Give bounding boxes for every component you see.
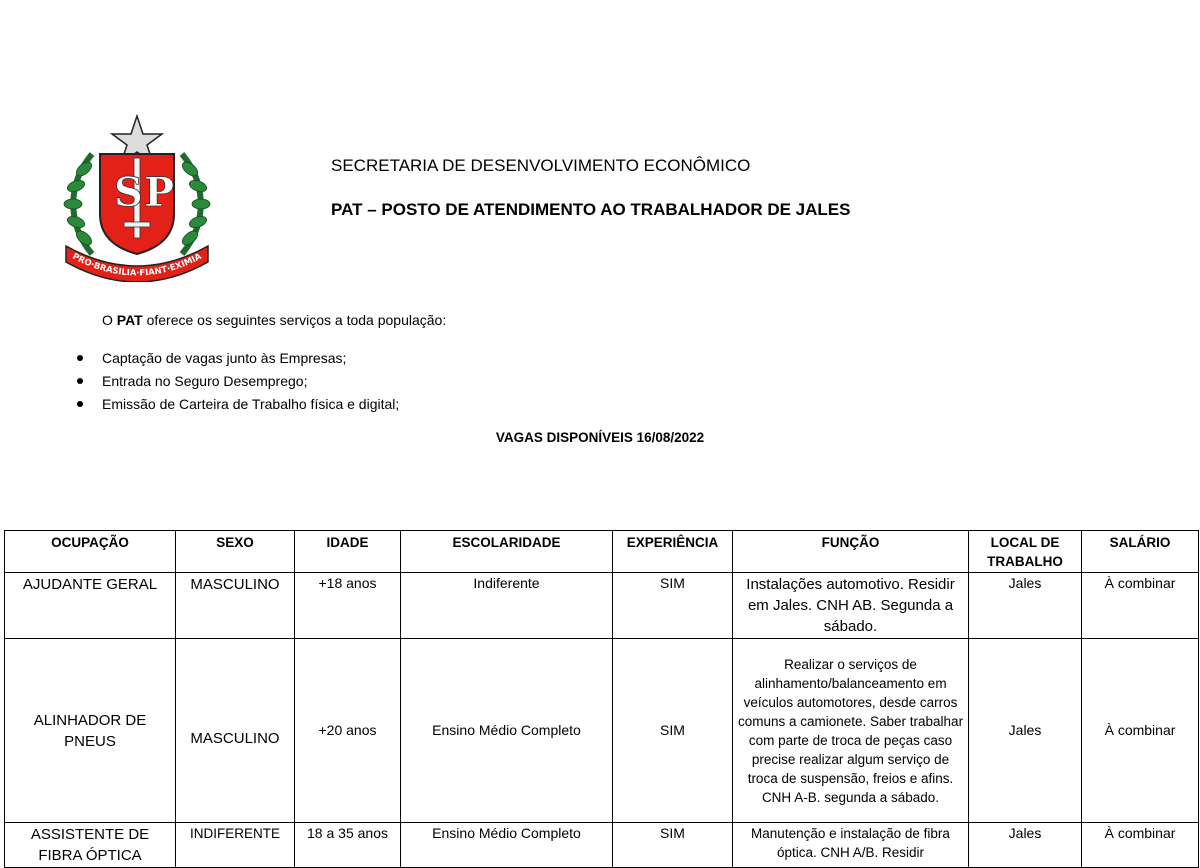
cell-salario: À combinar	[1082, 639, 1199, 823]
table-header-row	[5, 531, 1199, 573]
cell-escolaridade: Indiferente	[401, 573, 613, 639]
header-secretaria: SECRETARIA DE DESENVOLVIMENTO ECONÔMICO	[331, 156, 751, 175]
cell-salario: À combinar	[1082, 823, 1199, 868]
cell-experiencia: SIM	[613, 823, 733, 868]
cell-idade: 18 a 35 anos	[295, 823, 401, 868]
cell-local: Jales	[969, 823, 1082, 868]
table-row	[5, 639, 1199, 823]
col-header-escolaridade: ESCOLARIDADE	[401, 531, 613, 573]
services-list	[0, 348, 399, 417]
cell-ocupacao: AJUDANTE GERAL	[5, 573, 176, 639]
col-header-experiencia: EXPERIÊNCIA	[613, 531, 733, 573]
cell-idade: +20 anos	[295, 639, 401, 823]
cell-salario: À combinar	[1082, 573, 1199, 639]
table-row	[5, 823, 1199, 868]
cell-escolaridade: Ensino Médio Completo	[401, 823, 613, 868]
cell-ocupacao: ASSISTENTE DE FIBRA ÓPTICA	[5, 823, 176, 868]
cell-sexo: INDIFERENTE	[176, 823, 295, 868]
cell-local: Jales	[969, 639, 1082, 823]
cell-ocupacao: ALINHADOR DE PNEUS	[5, 639, 176, 823]
service-item: Emissão de Carteira de Trabalho física e digital;	[0, 394, 399, 417]
cell-experiencia: SIM	[613, 639, 733, 823]
service-item: Entrada no Seguro Desemprego;	[0, 371, 399, 394]
svg-text:P: P	[144, 169, 175, 216]
col-header-local: LOCAL DE TRABALHO	[969, 531, 1082, 573]
cell-idade: +18 anos	[295, 573, 401, 639]
cell-funcao: Instalações automotivo. Residir em Jales. CNH AB. Segunda a sábado.	[733, 573, 969, 639]
service-item: Captação de vagas junto às Empresas;	[0, 348, 399, 371]
intro-pat-bold: PAT	[116, 312, 143, 328]
sp-coat-of-arms-logo	[62, 114, 212, 282]
table-row	[5, 573, 1199, 639]
intro-prefix: O	[102, 312, 117, 328]
col-header-sexo: SEXO	[176, 531, 295, 573]
svg-text:S: S	[114, 169, 143, 216]
jobs-table	[4, 530, 1199, 868]
col-header-salario: SALÁRIO	[1082, 531, 1199, 573]
svg-text:PRO·BRASILIA·FIANT·EXIMIA: PRO·BRASILIA·FIANT·EXIMIA	[70, 251, 204, 279]
col-header-funcao: FUNÇÃO	[733, 531, 969, 573]
cell-experiencia: SIM	[613, 573, 733, 639]
header-pat-title: PAT – POSTO DE ATENDIMENTO AO TRABALHADOR DE JALES	[331, 200, 851, 219]
cell-sexo: MASCULINO	[176, 639, 295, 823]
cell-funcao: Realizar o serviços de alinhamento/balanceamento em veículos automotores, desde carros comuns a camionete. Saber trabalhar com parte de troca de peças caso precise realizar algum serviço de troca de suspensão, freios e afins. CNH A-B. segunda a sábado.	[733, 639, 969, 823]
intro-rest: oferece os seguintes serviços a toda população:	[142, 312, 447, 328]
cell-escolaridade: Ensino Médio Completo	[401, 639, 613, 823]
cell-sexo: MASCULINO	[176, 573, 295, 639]
col-header-ocupacao: OCUPAÇÃO	[5, 531, 176, 573]
col-header-idade: IDADE	[295, 531, 401, 573]
intro-text	[102, 312, 446, 328]
vagas-title: VAGAS DISPONÍVEIS 16/08/2022	[495, 430, 705, 445]
cell-local: Jales	[969, 573, 1082, 639]
cell-funcao: Manutenção e instalação de fibra óptica. CNH A/B. Residir	[733, 823, 969, 868]
